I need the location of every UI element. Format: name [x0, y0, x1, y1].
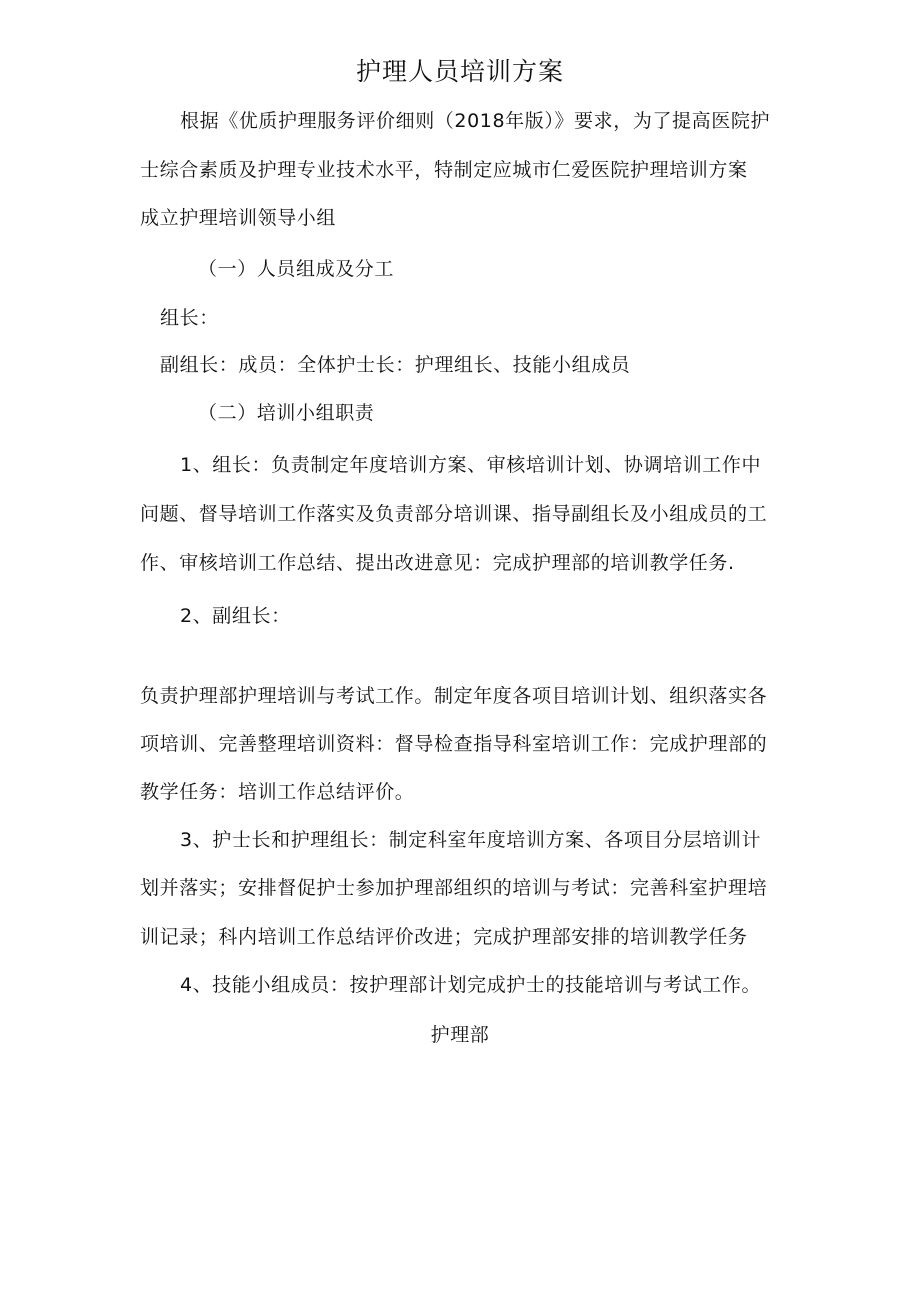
- item2-line-3: 教学任务：培训工作总结评价。: [140, 781, 415, 803]
- item2-line-1: 负责护理部护理培训与考试工作。制定年度各项目培训计划、组织落实各: [140, 685, 768, 707]
- item1-line-2: 问题、督导培训工作落实及负责部分培训课、指导副组长及小组成员的工: [140, 503, 768, 525]
- leader-line: 组长：: [160, 307, 219, 329]
- section2-heading: （二）培训小组职责: [198, 402, 375, 424]
- item4-line: 4、技能小组成员：按护理部计划完成护士的技能培训与考试工作。: [180, 974, 762, 996]
- group-heading: 成立护理培训领导小组: [140, 207, 337, 229]
- item1-line-1: 1、组长：负责制定年度培训方案、审核培训计划、协调培训工作中: [180, 454, 762, 476]
- signature: 护理部: [430, 1024, 490, 1046]
- item3-line-2: 划并落实；安排督促护士参加护理部组织的培训与考试：完善科室护理培: [140, 877, 768, 899]
- item2-line-2: 项培训、完善整理培训资料：督导检查指导科室培训工作：完成护理部的: [140, 733, 768, 755]
- intro-line-2: 士综合素质及护理专业技术水平，特制定应城市仁爱医院护理培训方案: [140, 159, 748, 181]
- members-line: 副组长：成员：全体护士长：护理组长、技能小组成员: [160, 354, 631, 376]
- item1-line-3: 作、审核培训工作总结、提出改进意见：完成护理部的培训教学任务.: [140, 552, 735, 574]
- item3-line-3: 训记录；科内培训工作总结评价改进；完成护理部安排的培训教学任务: [140, 926, 748, 948]
- item2-heading: 2、副组长：: [180, 605, 291, 627]
- item3-line-1: 3、护士长和护理组长：制定科室年度培训方案、各项目分层培训计: [180, 829, 762, 851]
- document-title: 护理人员培训方案: [355, 57, 564, 86]
- intro-line-1: 根据《优质护理服务评价细则（2018年版）》要求，为了提高医院护: [180, 110, 771, 132]
- section1-heading: （一）人员组成及分工: [198, 258, 395, 280]
